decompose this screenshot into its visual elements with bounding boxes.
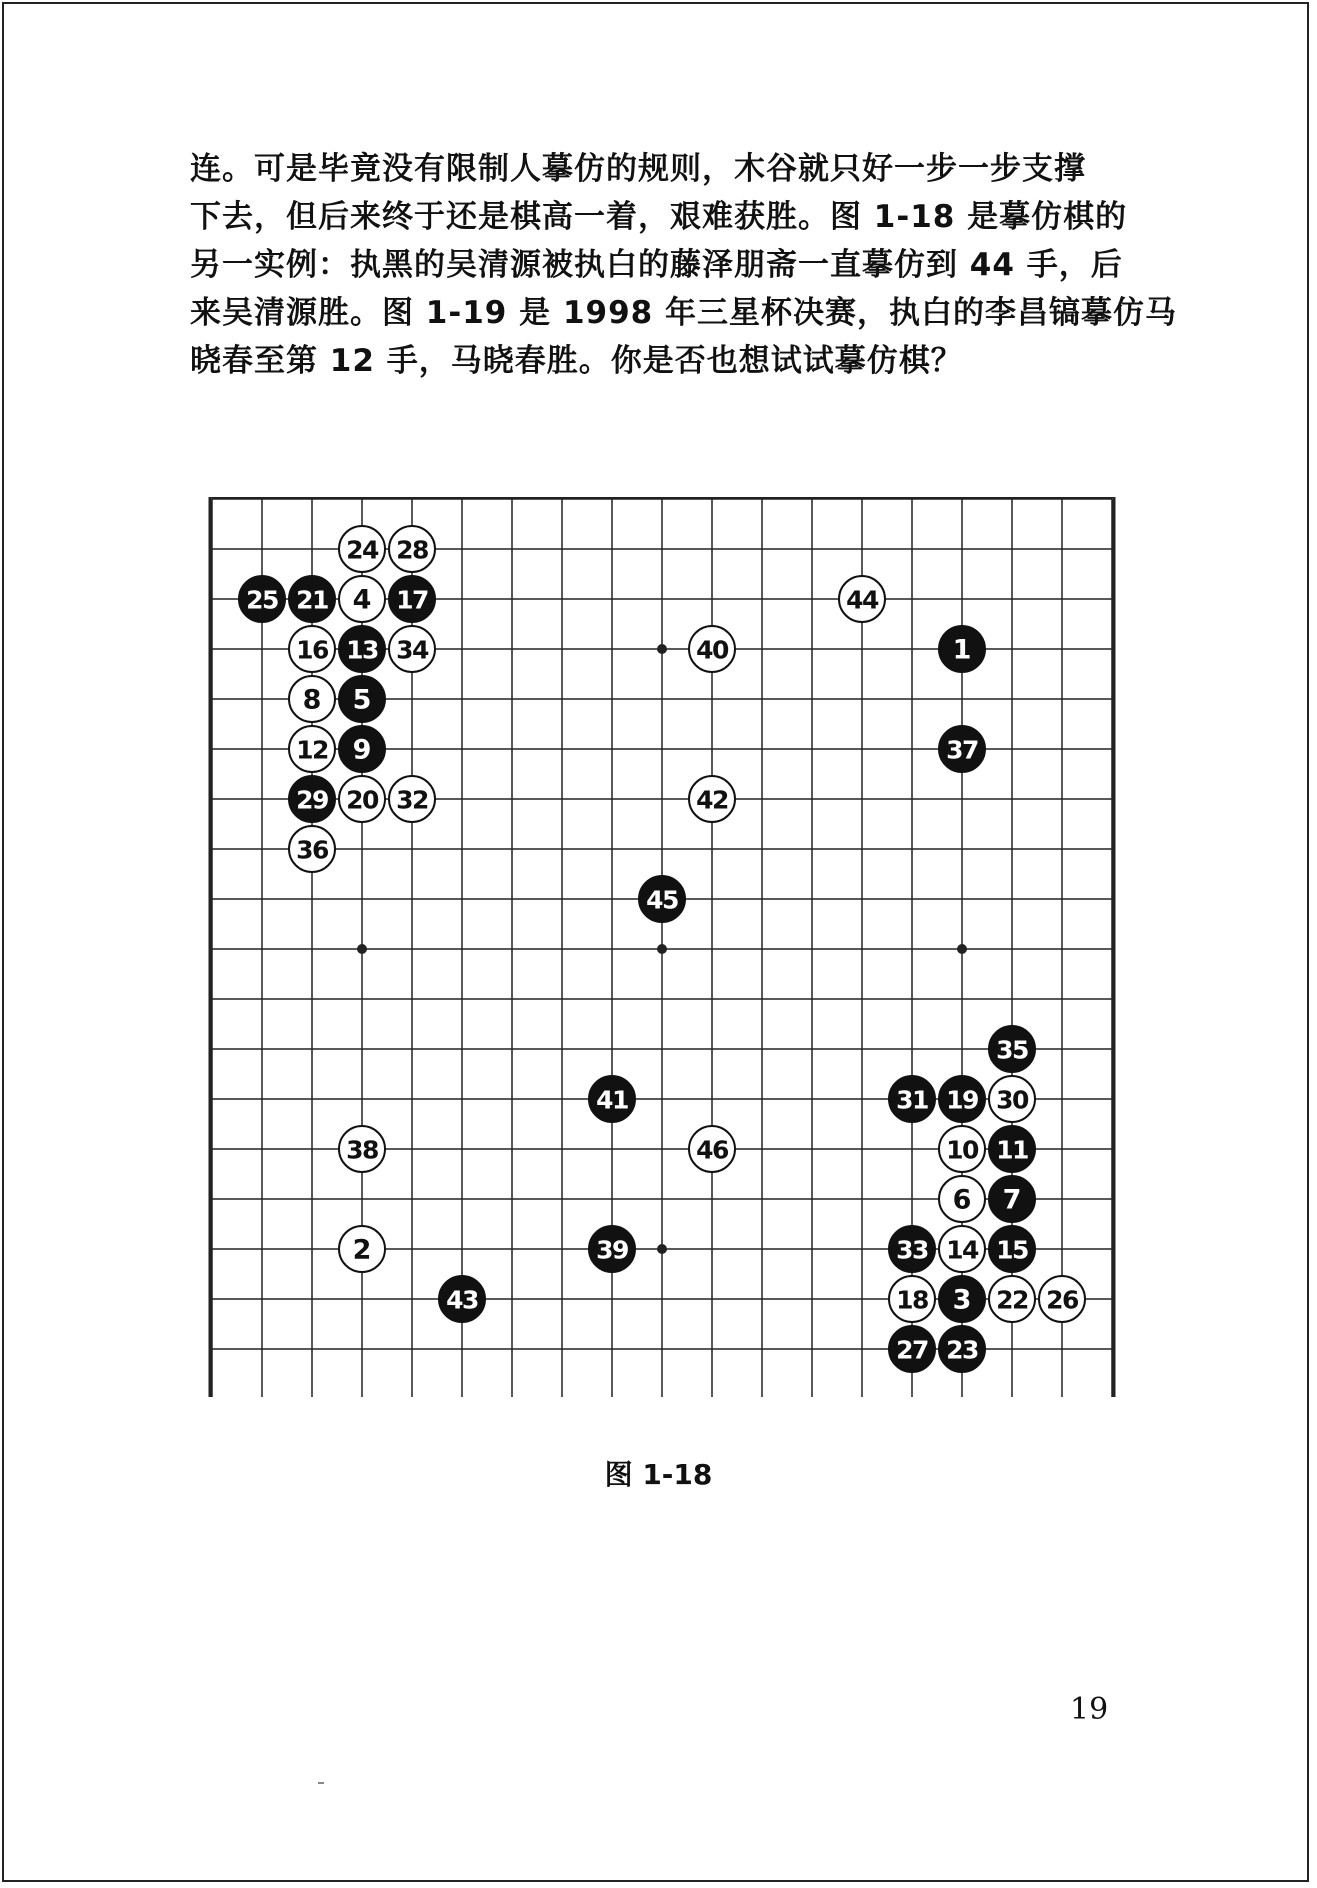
stone-white-30 <box>989 1076 1035 1122</box>
stone-black-43 <box>439 1276 485 1322</box>
paragraph-line-4: 来吴清源胜。图 1-19 是 1998 年三星杯决赛，执白的李昌镐摹仿马 <box>190 295 1178 331</box>
stone-white-46 <box>689 1126 735 1172</box>
stone-number: 44 <box>846 585 878 615</box>
page-number: 19 <box>1070 1692 1109 1727</box>
stone-white-4 <box>339 576 385 622</box>
stone-black-9 <box>339 726 385 772</box>
stone-white-38 <box>339 1126 385 1172</box>
stone-white-12 <box>289 726 335 772</box>
paragraph-line-2: 下去，但后来终于还是棋高一着，艰难获胜。图 1-18 是摹仿棋的 <box>190 199 1128 235</box>
stone-black-17 <box>389 576 435 622</box>
stone-number: 14 <box>946 1235 978 1265</box>
stone-number: 40 <box>696 635 728 665</box>
star-point <box>657 1244 667 1254</box>
stone-white-34 <box>389 626 435 672</box>
stone-number: 18 <box>896 1285 928 1315</box>
stone-number: 46 <box>696 1135 728 1165</box>
stone-white-14 <box>939 1226 985 1272</box>
stone-black-23 <box>939 1326 985 1372</box>
stone-number: 32 <box>396 785 428 815</box>
stone-number: 13 <box>346 635 378 665</box>
stone-black-15 <box>989 1226 1035 1272</box>
paragraph-line-5: 晓春至第 12 手，马晓春胜。你是否也想试试摹仿棋？ <box>190 343 963 379</box>
stone-number: 39 <box>596 1235 628 1265</box>
stone-number: 21 <box>296 585 328 615</box>
paragraph-line-1: 连。可是毕竟没有限制人摹仿的规则，木谷就只好一步一步支撑 <box>190 151 1086 187</box>
stone-number: 4 <box>352 584 372 616</box>
stone-white-28 <box>389 526 435 572</box>
stone-white-44 <box>839 576 885 622</box>
go-board <box>200 497 1120 1397</box>
stone-number: 16 <box>296 635 328 665</box>
stone-white-18 <box>889 1276 935 1322</box>
stone-number: 6 <box>952 1184 972 1216</box>
stone-number: 23 <box>946 1335 978 1365</box>
stone-number: 31 <box>896 1085 928 1115</box>
stone-black-35 <box>989 1026 1035 1072</box>
stone-number: 20 <box>346 785 378 815</box>
stone-number: 10 <box>946 1135 978 1165</box>
stone-black-3 <box>939 1276 985 1322</box>
stone-white-6 <box>939 1176 985 1222</box>
stone-number: 42 <box>696 785 728 815</box>
stone-number: 17 <box>396 585 428 615</box>
star-point <box>357 944 367 954</box>
stone-number: 28 <box>396 535 428 565</box>
star-point <box>657 944 667 954</box>
stone-number: 45 <box>646 885 678 915</box>
scan-artifact <box>318 1782 324 1784</box>
paragraph-line-3: 另一实例：执黑的吴清源被执白的藤泽朋斋一直摹仿到 44 手，后 <box>190 247 1123 283</box>
stone-black-31 <box>889 1076 935 1122</box>
stone-number: 27 <box>896 1335 928 1365</box>
stone-number: 25 <box>246 585 278 615</box>
stone-number: 26 <box>1046 1285 1078 1315</box>
stone-number: 38 <box>346 1135 378 1165</box>
stone-number: 12 <box>296 735 328 765</box>
stone-white-10 <box>939 1126 985 1172</box>
stone-black-13 <box>339 626 385 672</box>
stone-white-8 <box>289 676 335 722</box>
stone-white-16 <box>289 626 335 672</box>
stone-black-45 <box>639 876 685 922</box>
stone-black-27 <box>889 1326 935 1372</box>
stone-black-11 <box>989 1126 1035 1172</box>
stone-number: 29 <box>296 785 328 815</box>
figure-caption: 图 1-18 <box>604 1458 713 1491</box>
stone-number: 3 <box>952 1284 972 1316</box>
stone-white-36 <box>289 826 335 872</box>
stone-number: 11 <box>996 1135 1028 1165</box>
stone-number: 41 <box>596 1085 628 1115</box>
stone-black-5 <box>339 676 385 722</box>
stone-white-40 <box>689 626 735 672</box>
stone-number: 43 <box>446 1285 478 1315</box>
stone-number: 15 <box>996 1235 1028 1265</box>
stone-black-21 <box>289 576 335 622</box>
stone-white-32 <box>389 776 435 822</box>
stone-number: 35 <box>996 1035 1028 1065</box>
stone-white-22 <box>989 1276 1035 1322</box>
stone-black-7 <box>989 1176 1035 1222</box>
stone-white-2 <box>339 1226 385 1272</box>
body-paragraph <box>190 145 1178 385</box>
stone-black-39 <box>589 1226 635 1272</box>
stone-number: 36 <box>296 835 328 865</box>
stone-white-24 <box>339 526 385 572</box>
stone-number: 37 <box>946 735 978 765</box>
stone-number: 34 <box>396 635 428 665</box>
stone-number: 1 <box>952 634 972 666</box>
stone-number: 24 <box>346 535 378 565</box>
stone-number: 5 <box>352 684 372 716</box>
stone-black-1 <box>939 626 985 672</box>
stone-black-29 <box>289 776 335 822</box>
stone-black-41 <box>589 1076 635 1122</box>
stone-white-42 <box>689 776 735 822</box>
stone-number: 7 <box>1002 1184 1022 1216</box>
stone-number: 9 <box>352 734 372 766</box>
stone-white-20 <box>339 776 385 822</box>
stone-black-25 <box>239 576 285 622</box>
go-board-figure <box>200 497 1120 1401</box>
stone-number: 2 <box>352 1234 372 1266</box>
stone-number: 19 <box>946 1085 978 1115</box>
stone-number: 30 <box>996 1085 1028 1115</box>
stone-black-37 <box>939 726 985 772</box>
stone-number: 8 <box>302 684 322 716</box>
star-point <box>657 644 667 654</box>
stone-black-33 <box>889 1226 935 1272</box>
stone-number: 33 <box>896 1235 928 1265</box>
star-point <box>957 944 967 954</box>
stone-white-26 <box>1039 1276 1085 1322</box>
stone-number: 22 <box>996 1285 1028 1315</box>
stone-black-19 <box>939 1076 985 1122</box>
